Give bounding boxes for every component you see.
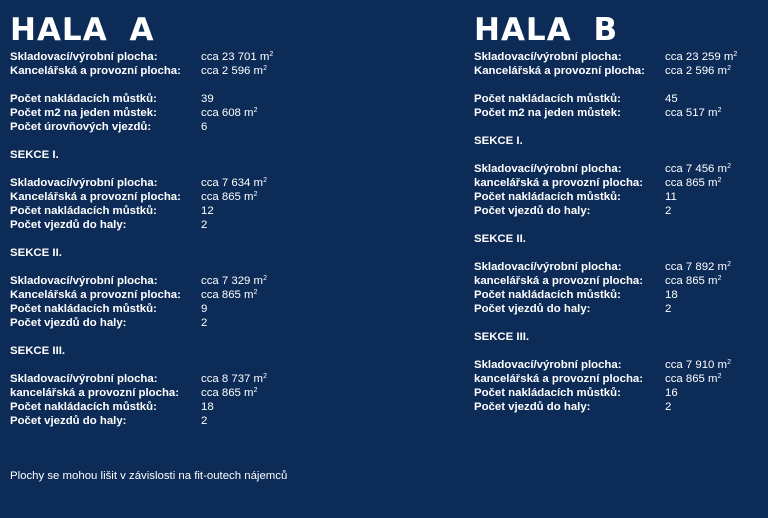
spec-label: Skladovací/výrobní plocha:: [474, 261, 622, 273]
spec-value: [665, 386, 678, 400]
spec-value-text: cca 865 m: [201, 289, 254, 301]
spec-value: [665, 204, 671, 218]
spec-value-text: 2: [665, 205, 672, 217]
spec-label: Počet nakládacích můstků:: [10, 303, 157, 315]
spec-row: [474, 274, 764, 288]
spec-value: [201, 120, 207, 134]
spec-label: Skladovací/výrobní plocha:: [10, 177, 158, 189]
spec-row: [474, 372, 764, 386]
spec-label: kancelářská a provozní plocha:: [474, 177, 644, 189]
spacer: [10, 358, 460, 372]
spec-label: kancelářská a provozní plocha:: [474, 373, 644, 385]
spec-row: [474, 204, 764, 218]
spec-row: [10, 50, 460, 64]
spec-label: Počet nakládacích můstků:: [474, 289, 621, 301]
spec-label: Skladovací/výrobní plocha:: [474, 51, 622, 63]
spacer: [474, 120, 764, 134]
spec-label: Počet vjezdů do haly:: [474, 401, 591, 413]
spec-label: Počet nakládacích můstků:: [10, 401, 157, 413]
spec-value-text: cca 7 456 m: [665, 163, 728, 175]
spec-label: Kancelářská a provozní plocha:: [474, 65, 645, 77]
spec-value: [665, 260, 731, 274]
spec-value: [201, 274, 267, 288]
spec-value-text: 12: [201, 205, 214, 217]
spec-value: [665, 50, 737, 64]
spacer: [474, 316, 764, 330]
unit-superscript: 2: [263, 177, 267, 184]
spec-label: Počet nakládacích můstků:: [474, 93, 621, 105]
unit-superscript: 2: [269, 51, 274, 58]
section-heading: SEKCE I.: [474, 135, 523, 147]
spec-value-text: cca 865 m: [201, 387, 254, 399]
spec-row: [474, 92, 764, 106]
spec-row: [10, 176, 460, 190]
spacer: [474, 148, 764, 162]
unit-superscript: 2: [727, 163, 731, 170]
spec-label: Skladovací/výrobní plocha:: [10, 373, 158, 385]
spec-value: [201, 106, 257, 120]
hall-a-summary: [10, 50, 460, 78]
spec-value-text: cca 7 910 m: [665, 359, 728, 371]
spec-label: Skladovací/výrobní plocha:: [10, 275, 158, 287]
spec-row: [474, 260, 764, 274]
spec-row: [474, 358, 764, 372]
hall-a-sections: [10, 134, 460, 428]
spacer: [10, 162, 460, 176]
spec-row: [10, 274, 460, 288]
spec-value-text: 2: [201, 317, 208, 329]
unit-superscript: 2: [253, 387, 258, 394]
spec-row: [10, 372, 460, 386]
spec-row: [10, 288, 460, 302]
spec-value-text: cca 7 634 m: [201, 177, 264, 189]
spec-row: [10, 64, 460, 78]
spec-label: Počet nakládacích můstků:: [474, 387, 621, 399]
spec-value: [201, 316, 207, 330]
spec-value-text: cca 2 596 m: [665, 65, 728, 77]
unit-superscript: 2: [263, 275, 267, 282]
section-heading: SEKCE III.: [474, 331, 530, 343]
spec-row: [10, 302, 460, 316]
unit-superscript: 2: [253, 191, 258, 198]
hall-a-panel: [10, 0, 460, 428]
spec-label: Počet vjezdů do haly:: [10, 415, 127, 427]
spec-value: [665, 358, 731, 372]
spec-row: [10, 120, 460, 134]
spec-row: [474, 386, 764, 400]
spec-value-text: 45: [665, 93, 678, 105]
spec-value-text: cca 23 701 m: [201, 51, 270, 63]
spec-value-text: cca 865 m: [665, 373, 718, 385]
spec-label: Počet nakládacích můstků:: [474, 191, 621, 203]
spacer: [10, 232, 460, 246]
spec-label: Počet úrovňových vjezdů:: [10, 121, 152, 133]
spec-value-text: 2: [201, 219, 208, 231]
spec-row: [474, 190, 764, 204]
spec-value-text: 2: [665, 401, 672, 413]
spec-value: [201, 386, 257, 400]
spec-row: [474, 288, 764, 302]
spec-value: [201, 64, 267, 78]
unit-superscript: 2: [253, 107, 258, 114]
hall-b-summary: [474, 50, 764, 78]
spec-value: [201, 414, 207, 428]
hall-a-title: HALA A: [10, 12, 155, 48]
spec-value-text: 2: [201, 415, 208, 427]
spacer: [10, 330, 460, 344]
spec-label: Počet vjezdů do haly:: [10, 317, 127, 329]
spacer: [474, 246, 764, 260]
spec-row: [10, 190, 460, 204]
spec-value-text: cca 865 m: [665, 177, 718, 189]
section-heading: SEKCE I.: [10, 149, 59, 161]
spec-value-text: cca 23 259 m: [665, 51, 734, 63]
spec-value: [201, 190, 257, 204]
spacer: [10, 78, 460, 92]
spec-value: [665, 92, 678, 106]
spec-value: [665, 288, 678, 302]
spec-value: [201, 176, 267, 190]
spec-value-text: 11: [665, 191, 677, 203]
spec-label: Kancelářská a provozní plocha:: [10, 191, 181, 203]
spacer: [474, 344, 764, 358]
spec-value: [665, 302, 671, 316]
spec-value-text: cca 7 892 m: [665, 261, 728, 273]
spec-value: [201, 218, 207, 232]
spec-value: [201, 400, 214, 414]
spec-value: [665, 162, 731, 176]
spec-value-text: 16: [665, 387, 678, 399]
section-heading: SEKCE III.: [10, 345, 66, 357]
spec-label: Počet m2 na jeden můstek:: [10, 107, 157, 119]
spec-value: [665, 190, 677, 204]
spec-value-text: cca 7 329 m: [201, 275, 264, 287]
unit-superscript: 2: [717, 177, 722, 184]
unit-superscript: 2: [727, 65, 731, 72]
spec-value: [201, 204, 214, 218]
spec-label: Počet m2 na jeden můstek:: [474, 107, 621, 119]
spec-value: [665, 106, 721, 120]
spec-row: [474, 400, 764, 414]
spec-label: Skladovací/výrobní plocha:: [10, 51, 158, 63]
spec-row: [10, 400, 460, 414]
spec-value-text: cca 608 m: [201, 107, 254, 119]
hall-b-sections: [474, 120, 764, 414]
spec-value: [665, 176, 721, 190]
spec-value-text: cca 865 m: [201, 191, 254, 203]
spec-label: Počet vjezdů do haly:: [10, 219, 127, 231]
spec-label: Kancelářská a provozní plocha:: [10, 65, 181, 77]
spec-value-text: cca 517 m: [665, 107, 718, 119]
spec-row: [474, 64, 764, 78]
spec-value-text: cca 8 737 m: [201, 373, 264, 385]
spec-row: [10, 92, 460, 106]
unit-superscript: 2: [727, 261, 731, 268]
spec-label: kancelářská a provozní plocha:: [10, 387, 180, 399]
unit-superscript: 2: [263, 65, 267, 72]
spec-value: [201, 92, 214, 106]
spec-label: Skladovací/výrobní plocha:: [474, 359, 622, 371]
spec-value-text: cca 865 m: [665, 275, 718, 287]
spec-label: Počet nakládacích můstků:: [10, 93, 157, 105]
spacer: [474, 218, 764, 232]
spec-row: [10, 106, 460, 120]
spec-value: [201, 50, 273, 64]
spec-row: [10, 414, 460, 428]
unit-superscript: 2: [727, 359, 731, 366]
spec-value-text: 39: [201, 93, 214, 105]
spec-value: [201, 288, 257, 302]
spec-row: [10, 316, 460, 330]
spec-row: [474, 106, 764, 120]
spacer: [10, 134, 460, 148]
footnote: Plochy se mohou lišit v závislosti na fit-outech nájemců: [10, 470, 288, 482]
spec-row: [474, 162, 764, 176]
section-heading: SEKCE II.: [474, 233, 526, 245]
unit-superscript: 2: [253, 289, 258, 296]
section-heading: SEKCE II.: [10, 247, 62, 259]
spec-value-text: 18: [201, 401, 214, 413]
unit-superscript: 2: [717, 107, 722, 114]
spec-value: [201, 302, 207, 316]
spec-value-text: 9: [201, 303, 208, 315]
spec-label: Počet nakládacích můstků:: [10, 205, 157, 217]
spacer: [474, 78, 764, 92]
spec-value: [665, 274, 721, 288]
spec-value-text: 18: [665, 289, 678, 301]
spec-value: [665, 372, 721, 386]
unit-superscript: 2: [733, 51, 738, 58]
spec-row: [10, 218, 460, 232]
spec-row: [474, 302, 764, 316]
spec-label: Kancelářská a provozní plocha:: [10, 289, 181, 301]
spec-value-text: cca 2 596 m: [201, 65, 264, 77]
spec-row: [474, 50, 764, 64]
spec-label: kancelářská a provozní plocha:: [474, 275, 644, 287]
spec-value: [665, 400, 671, 414]
spec-row: [10, 204, 460, 218]
spec-value: [201, 372, 267, 386]
spec-label: Počet vjezdů do haly:: [474, 303, 591, 315]
hall-b-title: HALA B: [474, 12, 619, 48]
hall-b-panel: [474, 0, 764, 414]
spec-label: Počet vjezdů do haly:: [474, 205, 591, 217]
spec-value-text: 6: [201, 121, 208, 133]
spec-row: [10, 386, 460, 400]
hall-a-stats: [10, 92, 460, 134]
spacer: [10, 260, 460, 274]
unit-superscript: 2: [717, 275, 722, 282]
unit-superscript: 2: [263, 373, 267, 380]
hall-b-stats: [474, 92, 764, 120]
unit-superscript: 2: [717, 373, 722, 380]
spec-label: Skladovací/výrobní plocha:: [474, 163, 622, 175]
spec-value-text: 2: [665, 303, 672, 315]
spec-row: [474, 176, 764, 190]
spec-value: [665, 64, 731, 78]
